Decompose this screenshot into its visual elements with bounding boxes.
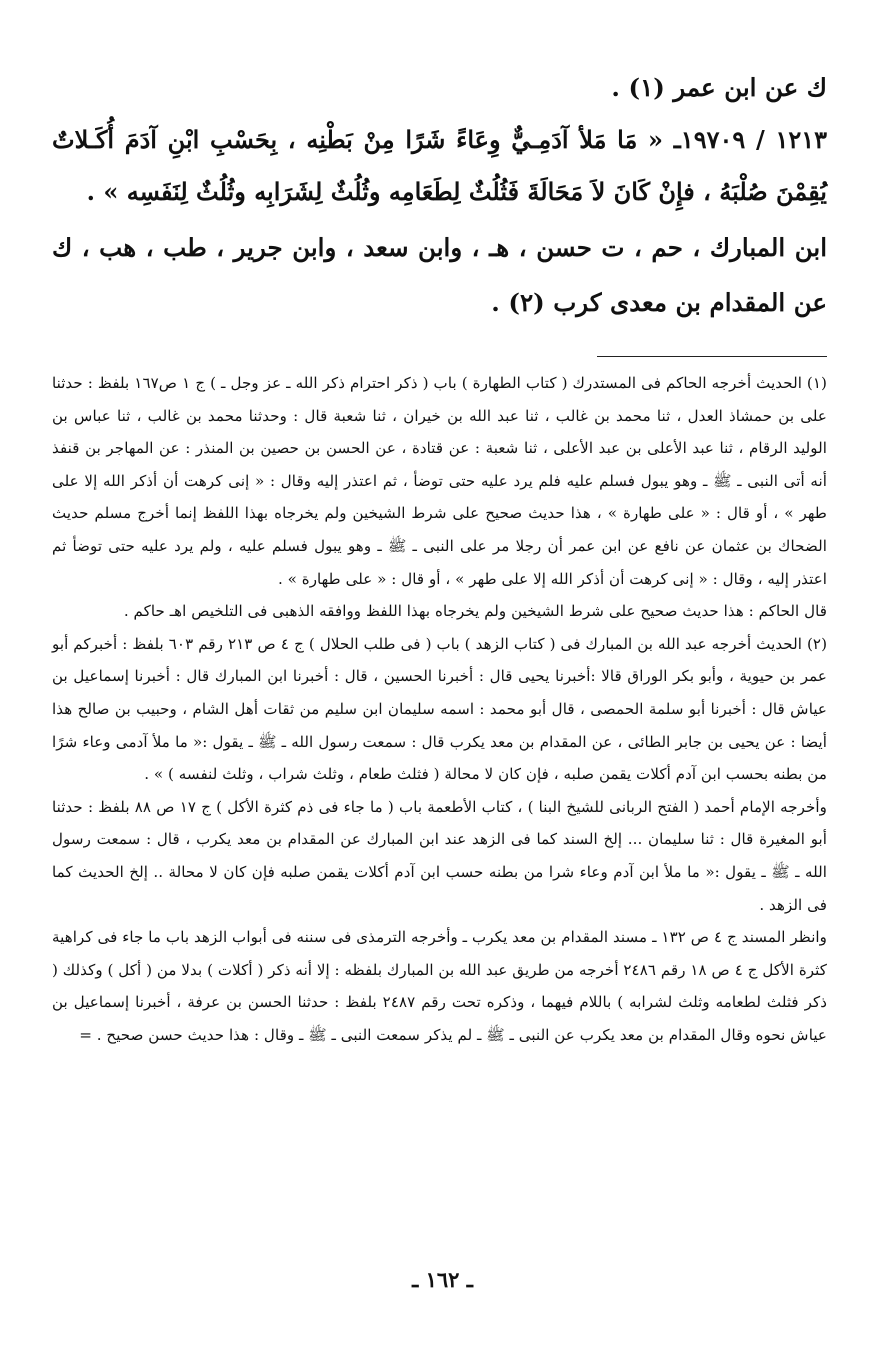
hadith-text: ١٢١٣ / ١٩٧٠٩ـ « مَا مَلأ آدَمِـيٌّ وِعَاءً شَرًا مِنْ بَطْنِه ، بِحَسْبِ ابْنِ آدَمَ أُكَـلاتٌ يُقِمْنَ صُلْبَهُ ، فإِنْ كَانَ لاَ مَحَالَةَ فَثُلُثٌ لِطَعَامِه وثُلُثٌ لِشَرَابِه وثُلُثٌ لِنَفَسِه » .	[52, 125, 828, 206]
footnote-2-tirmidhi: وانظر المسند ج ٤ ص ١٣٢ ـ مسند المقدام بن معد يكرب ـ وأخرجه الترمذى فى سننه فى أبواب الزهد باب ما جاء فى كراهية كثرة الأكل ج ٤ ص ١٨ رقم ٢٤٨٦ أخرجه من طريق عبد الله بن المبارك بلفظه : إلا أنه ذكر ( أكلات ) بدلا من ( أكل ) وكذلك ( ذكر فثلث لطعامه وثلث لشرابه ) باللام فيهما ، وذكره تحت رقم ٢٤٨٧ بلفظ : حدثنا الحسن بن عرفة ، أخبرنا إسماعيل بن عياش نحوه وقال المقدام بن معد يكرب عن النبى ـ ﷺ ـ لم يذكر سمعت النبى ـ ﷺ ـ وقال : هذا حديث حسن صحيح . =	[52, 928, 827, 1044]
hadith-sources: ابن المبارك ، حم ، ت حسن ، هـ ، وابن سعد ، وابن جرير ، طب ، هب ، ك عن المقدام بن معدى كرب (٢) .	[52, 233, 827, 317]
main-text	[52, 62, 827, 330]
page-body	[52, 62, 827, 1051]
footnote-divider	[597, 356, 827, 357]
footnotes	[52, 367, 827, 1051]
page-number: ـ ١٦٢ ـ	[412, 1267, 473, 1292]
footnote-1: (١) الحديث أخرجه الحاكم فى المستدرك ( كتاب الطهارة ) باب ( ذكر احترام ذكر الله ـ عز وجل ـ ) ج ١ ص١٦٧ بلفظ : حدثنا على بن حمشاذ العدل ، ثنا محمد بن غالب ، ثنا عبد الله بن خيران ، ثنا شعبة قال : وحدثنا محمد بن غالب ، ثنا عباس بن الوليد الرقام ، ثنا عبد الأعلى بن عبد الأعلى ، ثنا شعبة : عن قتادة ، عن الحسن بن حصين بن المنذر : عن المهاجر بن قنفذ أنه أتى النبى ـ ﷺ ـ وهو يبول فسلم عليه فلم يرد عليه حتى توضأ ، ثم اعتذر إليه وقال : « إنى كرهت أن أذكر الله إلا على طهر » ، أو قال : « على طهارة » ، هذا حديث صحيح على شرط الشيخين ولم يخرجاه بهذا اللفظ إنما أخرج مسلم حديث الضحاك بن عثمان عن نافع عن ابن عمر أن رجلا مر على النبى ـ ﷺ ـ وهو يبول فسلم عليه ، ولم يرد عليه حتى توضأ ثم اعتذر إليه ، وقال : « إنى كرهت أن أذكر الله إلا على طهر » ، أو قال : « على طهارة » .	[52, 374, 827, 588]
footnote-1-comment: قال الحاكم : هذا حديث صحيح على شرط الشيخين ولم يخرجاه بهذا اللفظ ووافقه الذهبى فى التلخيص اهـ حاكم .	[123, 602, 827, 621]
footnote-2-ahmad: وأخرجه الإمام أحمد ( الفتح الربانى للشيخ البنا ) ، كتاب الأطعمة باب ( ما جاء فى ذم كثرة الأكل ) ج ١٧ ص ٨٨ بلفظ : حدثنا أبو المغيرة قال : ثنا سليمان ... إلخ السند كما فى الزهد عند ابن المبارك عن المقدام بن معد يكرب ، قال : سمعت رسول الله ـ ﷺ ـ يقول :« ما ملأ ابن آدم وعاء شرا من بطنه حسب ابن آدم أكلات يقمن صلبه فإن كان لا محالة .. إلخ الحديث كما فى الزهد .	[52, 797, 827, 914]
continuation-line: ك عن ابن عمر (١) .	[611, 73, 827, 102]
footnote-2: (٢) الحديث أخرجه عبد الله بن المبارك فى ( كتاب الزهد ) باب ( فى طلب الحلال ) ج ٤ ص ٢١٣ رقم ٦٠٣ بلفظ : أخبركم أبو عمر بن حيوية ، وأبو بكر الوراق قالا :أخبرنا يحيى قال : أخبرنا الحسين ، قال : أخبرنا ابن المبارك قال : أخبرنا إسماعيل بن عياش قال : أخبرنا أبو سلمة الحمصى ، قال أبو محمد : اسمه سليمان ابن سليم من ثقات أهل الشام ، وحبيب بن صالح هذا أيضا : عن يحيى بن جابر الطائى ، عن المقدام بن معد يكرب قال : سمعت رسول الله ـ ﷺ ـ يقول :« ما ملأ آدمى وعاء شرًا من بطنه بحسب ابن آدم أكلات يقمن صلبه ، فإن كان لا محالة ( فثلث طعام ، وثلث شراب ، وثلث لنفسه ) » .	[52, 634, 828, 784]
